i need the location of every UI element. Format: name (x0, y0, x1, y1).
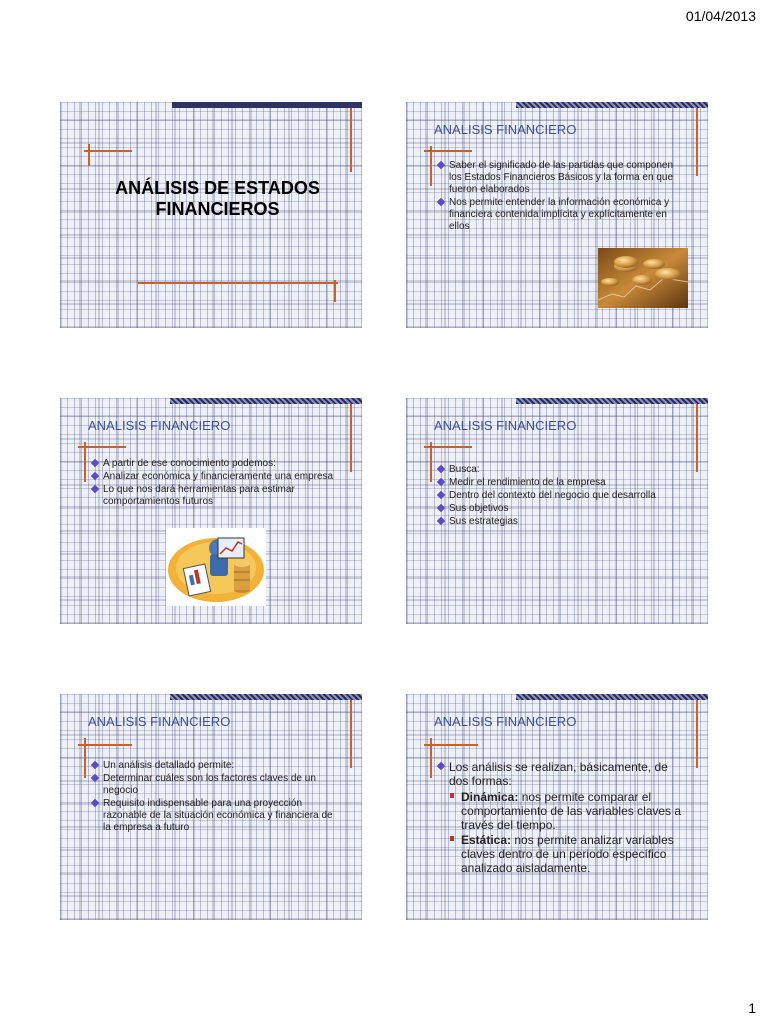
diamond-bullet-icon (437, 504, 445, 512)
finance-clipart-graphic (166, 528, 266, 606)
cover-title: ANÁLISIS DE ESTADOS FINANCIEROS (115, 178, 320, 219)
slide-thumbnail-1 (60, 102, 362, 328)
slide-title: ANALISIS FINANCIERO (88, 714, 231, 729)
diamond-bullet-icon (91, 472, 99, 480)
accent-line-vertical (430, 146, 432, 186)
bullet-item: Determinar cuáles son los factores claves de un negocio (92, 773, 342, 797)
bullet-item: Saber el significado de las partidas que componen los Estados Financieros Básicos y la forma en que fueron elaborados (438, 160, 688, 196)
accent-line-horizontal (84, 150, 132, 152)
diamond-bullet-icon (437, 198, 445, 206)
bullet-item: Un análisis detallado permite: (92, 760, 342, 772)
bullet-item: Analizar económica y financieramente una empresa (92, 471, 342, 483)
sub-bullet-item: Dinámica: nos permite comparar el comportamiento de las variables claves a través del tiempo. (449, 790, 688, 832)
accent-line-horizontal (78, 446, 126, 448)
bullet-item: Requisito indispensable para una proyección razonable de la situación económica y financiera de la empresa a futuro (92, 798, 342, 834)
bullet-item: Sus objetivos (438, 503, 688, 515)
bullet-item: Busca: (438, 464, 688, 476)
square-bullet-icon (450, 793, 454, 798)
diamond-bullet-icon (91, 761, 99, 769)
slide-title: ANALISIS FINANCIERO (434, 714, 577, 729)
bullet-item: A partir de ese conocimiento podemos: (92, 458, 342, 470)
slide-title: ANALISIS FINANCIERO (434, 122, 577, 137)
slide-thumbnail-3 (60, 398, 362, 624)
finance-clipart (166, 528, 266, 606)
accent-line-vertical (88, 144, 90, 166)
coins-photo (598, 248, 688, 308)
bullet-item: Sus estrategias (438, 516, 688, 528)
slide-title: ANALISIS FINANCIERO (434, 418, 577, 433)
slide-header-band (516, 694, 708, 700)
slide-thumbnail-6 (406, 694, 708, 920)
accent-line-vertical (350, 700, 352, 768)
accent-line-vertical (696, 404, 698, 472)
sub-bullet-item: Estática: nos permite analizar variables claves dentro de un periodo específico analizado aisladamente. (449, 833, 688, 875)
slide-title: ANALISIS FINANCIERO (88, 418, 231, 433)
diamond-bullet-icon (437, 161, 445, 169)
diamond-bullet-icon (437, 465, 445, 473)
accent-line-horizontal (138, 282, 338, 284)
slide-thumbnail-5 (60, 694, 362, 920)
accent-line-vertical (350, 108, 352, 172)
accent-line-horizontal (424, 446, 472, 448)
page-date: 01/04/2013 (685, 8, 756, 24)
slide-header-band (172, 102, 362, 108)
diamond-bullet-icon (437, 762, 445, 770)
slide-header-band (516, 398, 708, 404)
diamond-bullet-icon (437, 491, 445, 499)
bullet-item: Lo que nos dará herramientas para estimar comportamientos futuros (92, 484, 342, 508)
diamond-bullet-icon (437, 478, 445, 486)
diamond-bullet-icon (437, 517, 445, 525)
accent-line-horizontal (424, 150, 472, 152)
accent-line-horizontal (424, 744, 478, 746)
diamond-bullet-icon (91, 799, 99, 807)
accent-line-vertical (84, 442, 86, 482)
accent-line-horizontal (78, 744, 132, 746)
diamond-bullet-icon (91, 485, 99, 493)
bullet-item: Nos permite entender la información económica y financiera contenida implícita y explícitamente en ellos (438, 197, 688, 233)
slide-thumbnail-4 (406, 398, 708, 624)
slide-header-band (170, 694, 362, 700)
accent-line-vertical (430, 442, 432, 482)
slide-header-band (170, 398, 362, 404)
square-bullet-icon (450, 836, 454, 841)
coins-photo-graphic (598, 248, 688, 308)
accent-line-vertical (696, 108, 698, 176)
diamond-bullet-icon (91, 459, 99, 467)
diamond-bullet-icon (91, 774, 99, 782)
slide-thumbnail-2 (406, 102, 708, 328)
bullet-item: Medir el rendimiento de la empresa (438, 477, 688, 489)
bullet-item: Los análisis se realizan, básicamente, de dos formas: Dinámica: nos permite comparar el comportamiento de las variables claves a través del tiempo. Estática: nos permite analizar variables claves dentro de un periodo específico analizado aisladamente. (438, 760, 688, 875)
bullet-item: Dentro del contexto del negocio que desarrolla (438, 490, 688, 502)
accent-line-vertical (350, 404, 352, 472)
accent-line-vertical (696, 700, 698, 768)
page-number: 1 (748, 1000, 756, 1016)
slide-header-band (516, 102, 708, 108)
